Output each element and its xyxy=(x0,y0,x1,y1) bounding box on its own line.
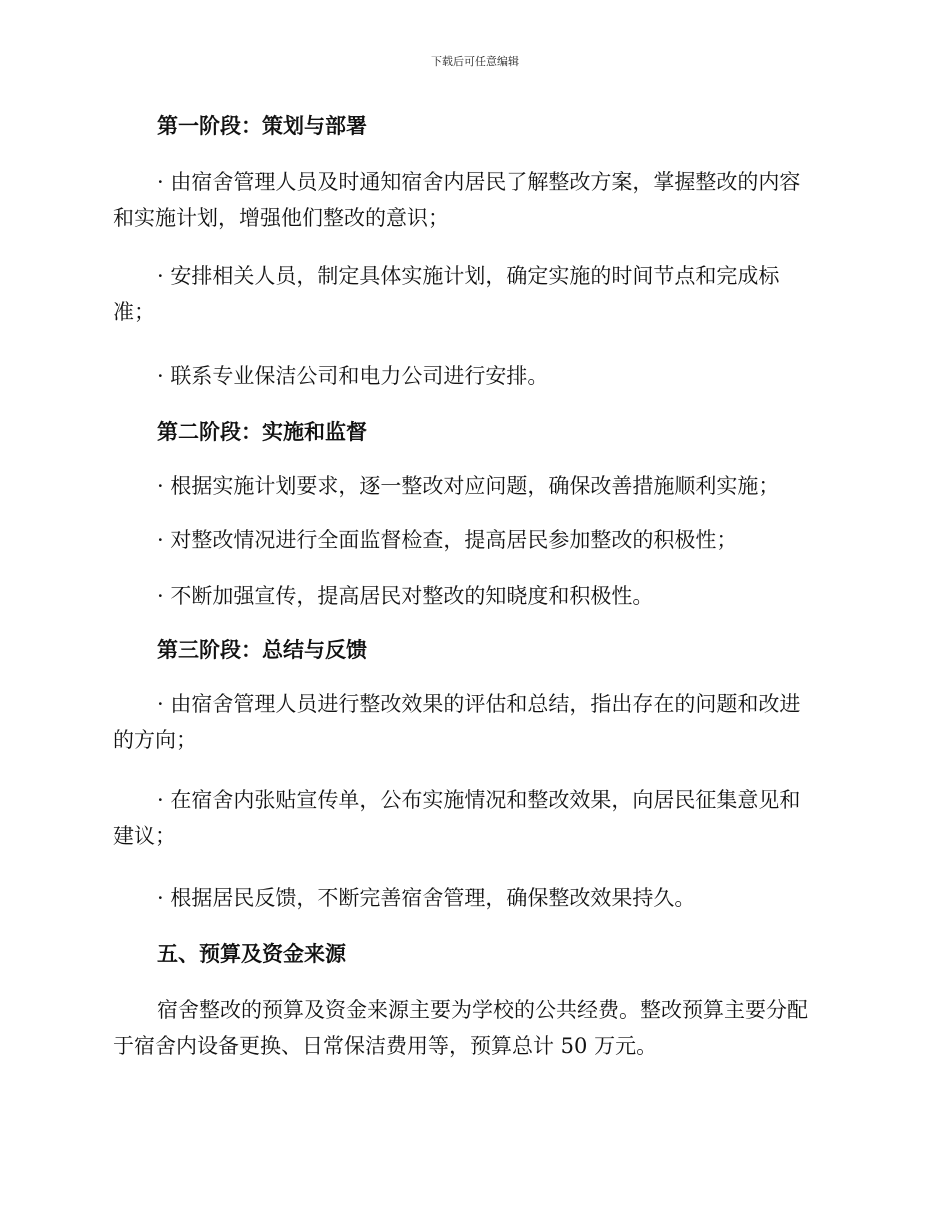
bullet-line: · 根据居民反馈，不断完善宿舍管理，确保整改效果持久。 xyxy=(157,886,696,910)
page-header: 下载后可任意编辑 xyxy=(431,55,519,68)
continuation-line: 的方向； xyxy=(113,728,197,752)
bullet-line: · 对整改情况进行全面监督检查，提高居民参加整改的积极性； xyxy=(157,528,738,552)
bullet-line: · 联系专业保洁公司和电力公司进行安排。 xyxy=(157,364,549,388)
bullet-line: · 根据实施计划要求，逐一整改对应问题，确保改善措施顺利实施； xyxy=(157,474,780,498)
continuation-line: 准； xyxy=(113,300,155,324)
stage-3-heading: 第三阶段：总结与反馈 xyxy=(157,637,367,662)
stage-1-heading: 第一阶段：策划与部署 xyxy=(157,113,367,138)
bullet-line: · 由宿舍管理人员进行整改效果的评估和总结，指出存在的问题和改进 xyxy=(157,692,801,716)
continuation-line: 建议； xyxy=(113,824,176,848)
bullet-line: · 在宿舍内张贴宣传单，公布实施情况和整改效果，向居民征集意见和 xyxy=(157,788,801,812)
continuation-line: 和实施计划，增强他们整改的意识； xyxy=(113,206,449,230)
section-5-heading: 五、预算及资金来源 xyxy=(157,941,346,966)
bullet-line: · 不断加强宣传，提高居民对整改的知晓度和积极性。 xyxy=(157,584,654,608)
continuation-line: 于宿舍内设备更换、日常保洁费用等，预算总计 50 万元。 xyxy=(113,1034,658,1058)
bullet-line: · 安排相关人员，制定具体实施计划，确定实施的时间节点和完成标 xyxy=(157,264,780,288)
bullet-line: · 由宿舍管理人员及时通知宿舍内居民了解整改方案，掌握整改的内容 xyxy=(157,170,801,194)
stage-2-heading: 第二阶段：实施和监督 xyxy=(157,419,367,444)
paragraph-line: 宿舍整改的预算及资金来源主要为学校的公共经费。整改预算主要分配 xyxy=(157,998,808,1022)
